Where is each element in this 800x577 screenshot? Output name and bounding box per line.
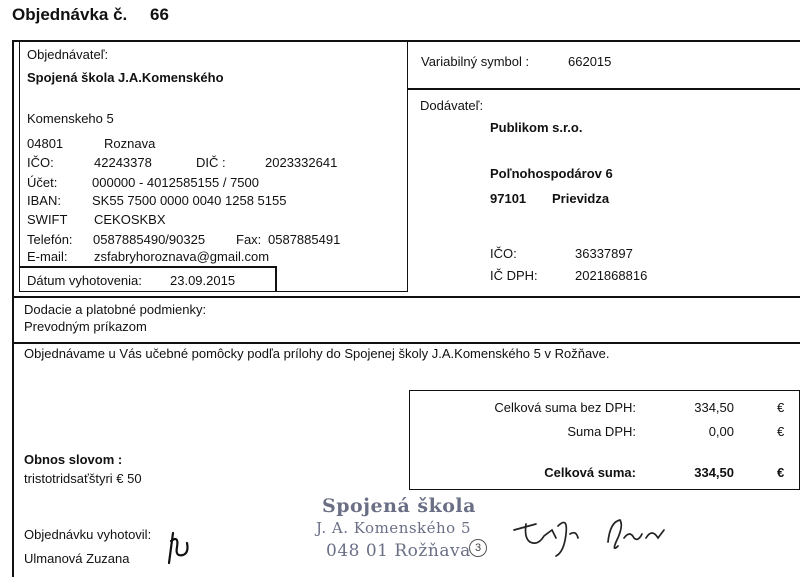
terms-label: Dodacie a platobné podmienky: (24, 302, 207, 317)
total-label: Celková suma: (544, 465, 636, 480)
supplier-ico: 36337897 (575, 246, 633, 261)
orderer-swift-label: SWIFT (27, 212, 68, 227)
issue-date: 23.09.2015 (170, 273, 236, 288)
order-number: 66 (150, 5, 169, 24)
orderer-ico-label: IČO: (27, 155, 54, 170)
supplier-street: Poľnohospodárov 6 (490, 166, 613, 181)
order-text-divider-line (12, 342, 800, 344)
orderer-street: Komenskeho 5 (27, 111, 114, 126)
orderer-city: Roznava (104, 136, 156, 151)
stamp-line1: Spojená škola (322, 495, 476, 517)
orderer-ico: 42243378 (94, 155, 152, 170)
supplier-icdph: 2021868816 (575, 268, 648, 283)
orderer-iban-label: IBAN: (27, 193, 61, 208)
date-top-line (19, 266, 276, 268)
terms-value: Prevodným príkazom (24, 319, 147, 334)
orderer-account: 000000 - 4012585155 / 7500 (92, 175, 259, 190)
orderer-zip: 04801 (27, 136, 64, 151)
orderer-account-label: Účet: (27, 175, 58, 190)
vat-label: Suma DPH: (567, 424, 636, 439)
orderer-email: zsfabryhoroznava@gmail.com (94, 249, 270, 264)
order-title (12, 5, 169, 25)
stamp-line3: 048 01 Rožňava (326, 541, 471, 561)
amount-in-words: tristotridsaťštyri € 50 (24, 471, 142, 486)
net-total-currency: € (777, 400, 785, 415)
vat-value: 0,00 (708, 424, 734, 439)
orderer-swift: CEKOSKBX (94, 212, 166, 227)
order-text: Objednávame u Vás učebné pomôcky podľa prílohy do Spojenej školy J.A.Komenského 5 v Rožňave. (24, 346, 610, 361)
net-total-label: Celková suma bez DPH: (494, 400, 636, 415)
orderer-name: Spojená škola J.A.Komenského (27, 70, 224, 85)
variable-symbol: 662015 (568, 54, 612, 69)
orderer-dic: 2023332641 (265, 155, 338, 170)
net-total-value: 334,50 (694, 400, 734, 415)
supplier-ico-label: IČO: (490, 246, 517, 261)
amount-in-words-label: Obnos slovom : (24, 452, 123, 467)
supplier-city: Prievidza (552, 191, 610, 206)
orderer-dic-label: DIČ : (196, 155, 226, 170)
supplier-zip: 97101 (490, 191, 527, 206)
supplier-icdph-label: IČ DPH: (490, 268, 538, 283)
orderer-phone-label: Telefón: (27, 232, 73, 247)
supplier-name: Publikom s.r.o. (490, 120, 583, 135)
date-right-line (275, 266, 277, 292)
orderer-iban: SK55 7500 0000 0040 1258 5155 (92, 193, 287, 208)
supplier-label: Dodávateľ: (420, 98, 484, 113)
orderer-fax-label: Fax: (236, 232, 262, 247)
vat-currency: € (777, 424, 785, 439)
orderer-label: Objednávateľ: (27, 47, 109, 62)
total-currency: € (777, 465, 785, 480)
issued-by-name: Ulmanová Zuzana (24, 551, 130, 566)
issued-by-label: Objednávku vyhotovil: (24, 527, 152, 542)
stamp-circled-mark: 3 (469, 539, 487, 557)
issue-date-label: Dátum vyhotovenia: (27, 273, 142, 288)
order-title-label: Objednávka č. (12, 5, 128, 24)
total-value: 334,50 (694, 465, 734, 480)
orderer-phone: 0587885490/90325 (93, 232, 206, 247)
initials-signature (165, 527, 195, 572)
stamp-line2: J. A. Komenského 5 (316, 519, 472, 537)
terms-divider-line (12, 296, 800, 298)
variable-symbol-label: Variabilný symbol : (421, 54, 530, 69)
signature (512, 512, 672, 561)
orderer-email-label: E-mail: (27, 249, 68, 264)
orderer-fax: 0587885491 (268, 232, 341, 247)
supplier-top-line (408, 88, 800, 90)
frame-left-line (12, 40, 14, 577)
